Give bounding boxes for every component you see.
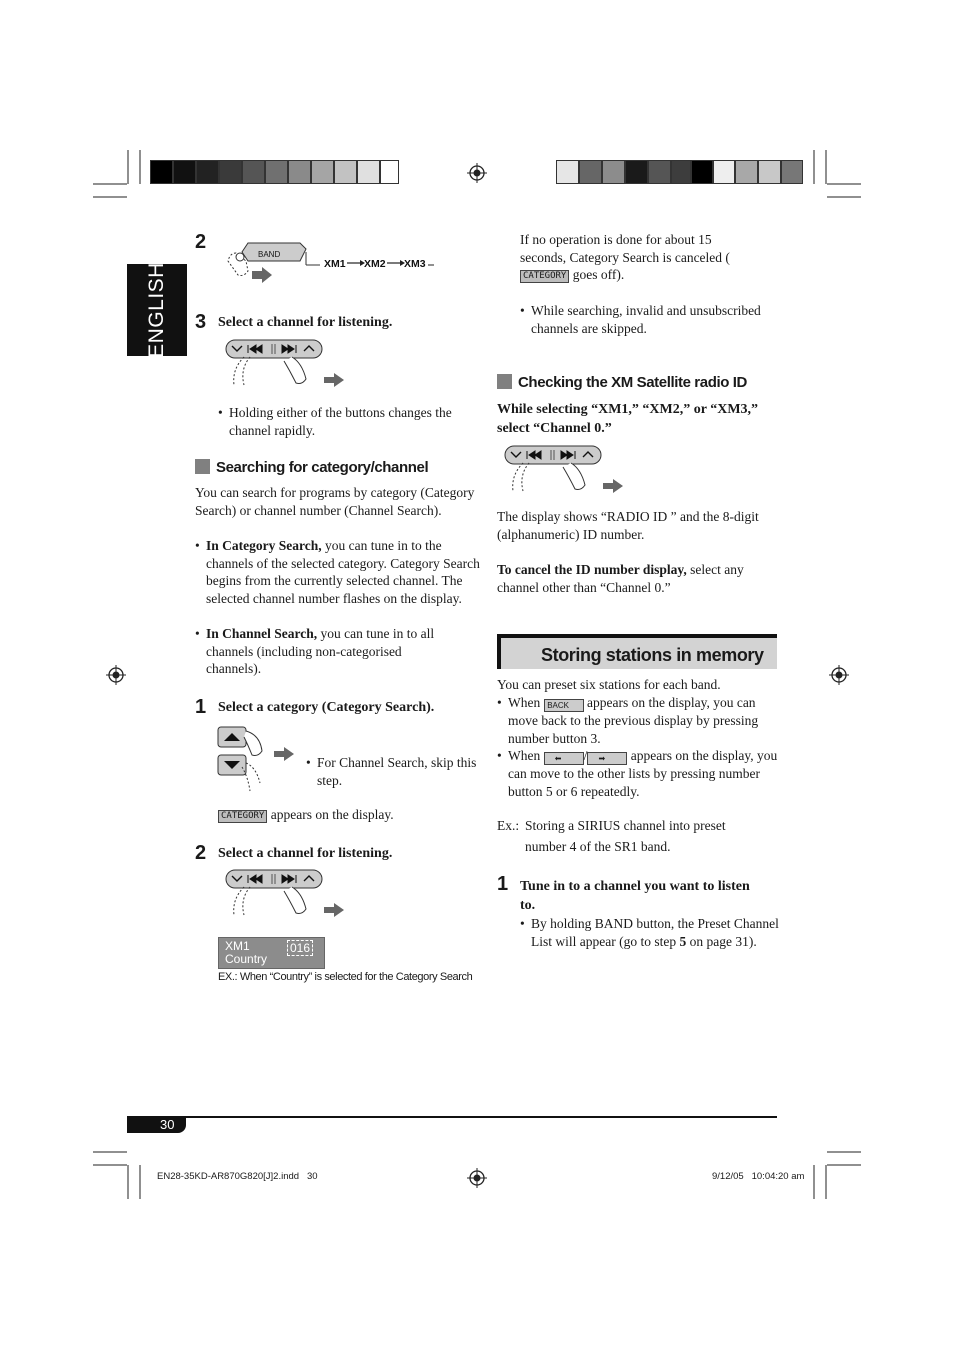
file-info: EN28-35KD-AR870G820[J]2.indd 30 xyxy=(157,1171,318,1182)
bullet-text: you can tune in to all channels (including non-categorised channels). xyxy=(206,626,435,677)
search-intro: You can search for programs by category (Category Search) or channel number (Channel Search). xyxy=(195,485,475,518)
bullet-category-search xyxy=(195,537,486,608)
bullet-band-hold xyxy=(520,915,781,950)
bullet-skip-step: • For Channel Search, skip this step. xyxy=(306,754,482,789)
section-heading-radio-id xyxy=(497,374,777,391)
timeout-note xyxy=(520,231,760,284)
section-square-icon xyxy=(497,374,512,389)
display-caption: EX.: When “Country” is selected for the Category Search xyxy=(218,971,473,983)
skip-buttons-illustration xyxy=(216,867,352,919)
preset-intro: You can preset six stations for each band. xyxy=(497,677,721,692)
band-label: BAND xyxy=(258,250,281,259)
step-number: 1 xyxy=(497,873,509,895)
xm-seq-2: XM2 xyxy=(364,258,386,270)
cancel-text: select any channel other than “Channel 0.” xyxy=(497,562,744,595)
category-appears-line xyxy=(218,806,478,824)
skip-buttons-illustration xyxy=(495,443,631,495)
display-band: XM1 xyxy=(225,939,250,953)
registration-mark-icon xyxy=(467,163,487,183)
skip-buttons-illustration xyxy=(216,337,352,389)
language-side-tab xyxy=(127,264,187,356)
timeout-text: If no operation is done for about 15 seconds, Category Search is canceled ( xyxy=(520,232,730,265)
footer-rule xyxy=(127,1116,777,1118)
language-side-tab-label: ENGLISH xyxy=(145,262,168,358)
example-label: Ex.: xyxy=(497,818,520,833)
band-button-illustration xyxy=(216,239,438,287)
xm-seq-1: XM1 xyxy=(324,258,346,270)
step-instruction: Tune in to a channel you want to listen to. xyxy=(520,879,750,913)
back-indicator: BACK xyxy=(544,699,584,712)
left-arrow-icon: ⬅ xyxy=(544,752,584,765)
when-text: When xyxy=(508,695,544,710)
page-number-tab xyxy=(127,1117,186,1133)
section-heading-searching xyxy=(195,459,475,476)
bold-term: To cancel the ID number display, xyxy=(497,562,687,577)
bold-term: In Category Search, xyxy=(206,538,322,553)
cancel-id-text xyxy=(497,561,772,596)
date-info: 9/12/05 10:04:20 am xyxy=(712,1171,805,1182)
example-line-2: number 4 of the SR1 band. xyxy=(525,839,671,854)
step-number: 3 xyxy=(195,311,207,333)
bullet-skip-invalid: • While searching, invalid and unsubscribed channels are skipped. xyxy=(520,302,771,337)
bullet-text: you can tune in to the channels of the selected category. Category Search begins from the currently selected channel. The selected channel number flashes on the display. xyxy=(206,538,480,607)
id-instruction: While selecting “XM1,” “XM2,” or “XM3,” select “Channel 0.” xyxy=(497,402,759,436)
step-instruction: Select a channel for listening. xyxy=(218,846,393,861)
bullet-back xyxy=(497,694,788,747)
when-text: When xyxy=(508,748,544,763)
bullet-text-end: on page 31). xyxy=(686,933,757,949)
step-number: 2 xyxy=(195,231,207,253)
bold-term: In Channel Search, xyxy=(206,626,318,641)
section-title: Searching for category/channel xyxy=(216,459,429,476)
step-instruction: Select a category (Category Search). xyxy=(218,700,435,715)
category-indicator: CATEGORY xyxy=(520,270,569,283)
up-down-buttons-icon xyxy=(216,723,300,797)
xm-seq-3: XM3 xyxy=(404,258,426,270)
category-indicator: CATEGORY xyxy=(218,810,267,823)
step-instruction: Select a channel for listening. xyxy=(218,315,393,330)
bullet-text: appears on the display, you can move back to the previous display by pressing number button 3. xyxy=(508,695,759,746)
id-display-text: The display shows “RADIO ID ” and the 8-digit (alphanumeric) ID number. xyxy=(497,509,759,542)
storing-title: Storing stations in memory xyxy=(541,645,764,665)
display-category: Country xyxy=(225,952,268,966)
step-number: 2 xyxy=(195,842,207,864)
storing-heading-box xyxy=(497,634,777,669)
bold-step: 5 xyxy=(679,933,687,949)
page-number: 30 xyxy=(160,1117,175,1132)
section-square-icon xyxy=(195,459,210,474)
registration-mark-icon xyxy=(106,665,126,685)
bullet-arrows: • When ⬅ / ➡ appears on the display, you can move to the other lists by pressing number button 5 or 6 repeatedly. xyxy=(497,747,788,800)
appears-text: appears on the display. xyxy=(270,807,394,822)
bullet-text: By holding BAND button, the Preset Channel List will appear (go to step xyxy=(531,916,779,949)
section-title: Checking the XM Satellite radio ID xyxy=(518,374,747,391)
right-arrow-icon: ➡ xyxy=(587,752,627,765)
example-line-1: Storing a SIRIUS channel into preset xyxy=(525,818,726,833)
registration-mark-icon xyxy=(467,1168,487,1188)
display-example xyxy=(218,937,325,969)
display-channel: 016 xyxy=(287,940,313,956)
step-number: 1 xyxy=(195,696,207,718)
bullet-rapid: • Holding either of the buttons changes the channel rapidly. xyxy=(218,404,485,439)
bullet-channel-search xyxy=(195,625,456,678)
timeout-text-end: goes off). xyxy=(569,267,625,283)
registration-mark-icon xyxy=(829,665,849,685)
bullet-text: appears on the display, you can move to the other lists by pressing number button 5 or 6 repeatedly. xyxy=(508,748,778,799)
